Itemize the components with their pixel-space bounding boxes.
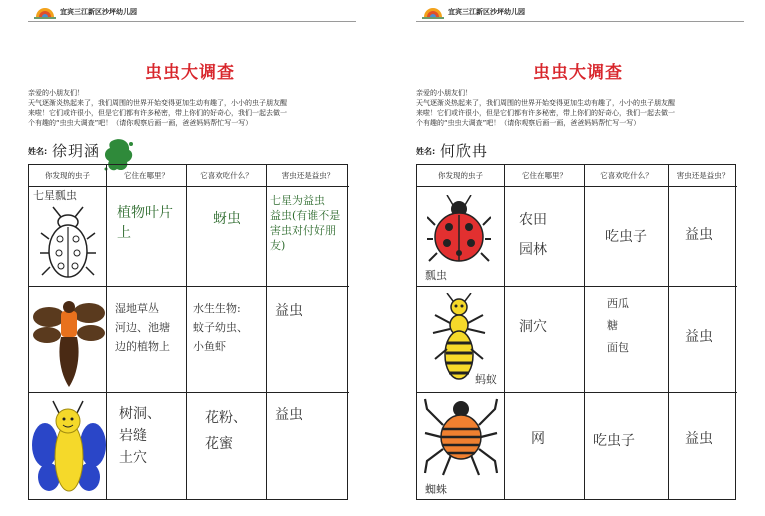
insect-label: 瓢虫 <box>425 269 447 282</box>
insect-label: 蚂蚁 <box>475 373 497 386</box>
habitat-text: 岩缝 <box>119 428 147 444</box>
habitat-text: 园林 <box>519 242 547 258</box>
table-row-habitat-cell <box>505 287 585 393</box>
insect-label: 蜘蛛 <box>425 483 447 496</box>
habitat-text: 河边、池塘 <box>115 321 170 334</box>
table-header-food: 它喜欢吃什么？ <box>585 165 669 187</box>
school-name: 宜宾三江新区沙坪幼儿园 <box>448 8 525 16</box>
table-header-food: 它喜欢吃什么？ <box>187 165 267 187</box>
table-header-habitat: 它住在哪里？ <box>107 165 187 187</box>
insect-label: 七星瓢虫 <box>33 189 77 202</box>
table-header-type: 害虫还是益虫？ <box>267 165 349 187</box>
ladybug-drawing-icon <box>427 195 491 265</box>
table-row-habitat-cell <box>505 393 585 499</box>
table-row-type-cell <box>669 393 737 499</box>
student-name-row <box>416 142 736 162</box>
food-text: 花粉、 <box>205 410 247 426</box>
food-text: 小鱼虾 <box>193 340 226 353</box>
table-header-type: 害虫还是益虫？ <box>669 165 737 187</box>
intro-line: 天气逐渐炎热起来了，我们周围的世界开始变得更加生动有趣了，小小的虫子朋友醒 <box>416 99 675 107</box>
table-row-food-cell <box>585 393 669 499</box>
food-text: 吃虫子 <box>605 229 647 245</box>
habitat-text: 边的植物上 <box>115 340 170 353</box>
table-row-insect-cell <box>417 393 505 499</box>
table-row-food-cell <box>187 287 267 393</box>
student-name: 徐玥涵 <box>52 142 101 160</box>
sheet-header <box>416 4 744 22</box>
intro-line: 个有趣的“虫虫大调查”吧！（请你观察后画一画，爸爸妈妈帮忙写一写） <box>28 119 253 127</box>
intro-text <box>416 88 736 128</box>
table-header-insect: 你发现的虫子 <box>417 165 505 187</box>
habitat-text: 农田 <box>519 212 547 228</box>
sheet-header <box>28 4 356 22</box>
name-label: 姓名: <box>416 147 436 156</box>
intro-line: 来啦！它们或许很小，但是它们都有许多秘密，带上你们的好奇心，我们一起去做一 <box>28 109 287 117</box>
survey-sheet-right <box>392 0 764 516</box>
intro-greeting: 亲爱的小朋友们！ <box>416 89 472 97</box>
table-header-insect: 你发现的虫子 <box>29 165 107 187</box>
type-text: 益虫 <box>275 303 303 319</box>
table-row-insect-cell <box>29 287 107 393</box>
type-text: 益虫 <box>275 407 303 423</box>
table-row-habitat-cell <box>107 287 187 393</box>
habitat-text: 湿地草丛 <box>115 302 159 315</box>
food-text: 吃虫子 <box>593 433 635 449</box>
table-row-insect-cell <box>29 393 107 499</box>
food-text: 蚜虫 <box>213 211 241 227</box>
table-row-type-cell <box>267 393 349 499</box>
food-text: 花蜜 <box>205 436 233 452</box>
bee-drawing-icon <box>31 399 107 497</box>
intro-text <box>28 88 348 128</box>
food-text: 蚊子幼虫、 <box>193 321 248 334</box>
type-text: 益虫 <box>685 227 713 243</box>
table-row-habitat-cell <box>505 187 585 287</box>
table-row-habitat-cell <box>107 393 187 499</box>
food-text: 面包 <box>607 341 629 354</box>
ladybug-drawing-icon <box>39 205 97 283</box>
spider-drawing-icon <box>423 395 499 479</box>
school-logo-icon <box>422 5 444 19</box>
table-row-type-cell <box>669 287 737 393</box>
table-header-habitat: 它住在哪里？ <box>505 165 585 187</box>
survey-sheet-left <box>4 0 376 516</box>
school-name: 宜宾三江新区沙坪幼儿园 <box>60 8 137 16</box>
type-text: 益虫 <box>685 431 713 447</box>
table-row-food-cell <box>585 287 669 393</box>
table-row-food-cell <box>187 187 267 287</box>
intro-greeting: 亲爱的小朋友们！ <box>28 89 84 97</box>
food-text: 糖 <box>607 319 618 332</box>
table-row-habitat-cell <box>107 187 187 287</box>
insect-survey-table <box>416 164 736 500</box>
survey-title: 虫虫大调查 <box>533 63 623 83</box>
food-text: 西瓜 <box>607 297 629 310</box>
habitat-text: 树洞、 <box>119 406 161 422</box>
insect-survey-table <box>28 164 348 500</box>
table-row-insect-cell <box>417 187 505 287</box>
name-label: 姓名: <box>28 147 48 156</box>
habitat-text: 洞穴 <box>519 319 547 335</box>
habitat-text: 网 <box>531 431 545 447</box>
table-row-type-cell <box>267 187 349 287</box>
type-text: 益虫(有谁不是 <box>270 209 341 222</box>
survey-title: 虫虫大调查 <box>145 63 235 83</box>
habitat-text: 土穴 <box>119 450 147 466</box>
food-text: 水生生物: <box>193 302 241 315</box>
table-row-food-cell <box>187 393 267 499</box>
intro-line: 来啦！它们或许很小，但是它们都有许多秘密，带上你们的好奇心，我们一起去做一 <box>416 109 675 117</box>
table-row-food-cell <box>585 187 669 287</box>
student-name: 何欣冉 <box>440 142 489 160</box>
type-text: 害虫对付好朋友) <box>270 224 336 252</box>
student-name-row <box>28 142 348 162</box>
intro-line: 个有趣的“虫虫大调查”吧！（请你观察后画一画，爸爸妈妈帮忙写一写） <box>416 119 641 127</box>
school-logo-icon <box>34 5 56 19</box>
table-row-type-cell <box>267 287 349 393</box>
intro-line: 天气逐渐炎热起来了，我们周围的世界开始变得更加生动有趣了，小小的虫子朋友醒 <box>28 99 287 107</box>
dragonfly-drawing-icon <box>31 295 107 391</box>
table-row-insect-cell <box>417 287 505 393</box>
table-row-insect-cell <box>29 187 107 287</box>
table-row-type-cell <box>669 187 737 287</box>
type-text: 益虫 <box>685 329 713 345</box>
habitat-text: 植物叶片上 <box>117 205 173 241</box>
type-text: 七星为益虫 <box>270 194 325 207</box>
